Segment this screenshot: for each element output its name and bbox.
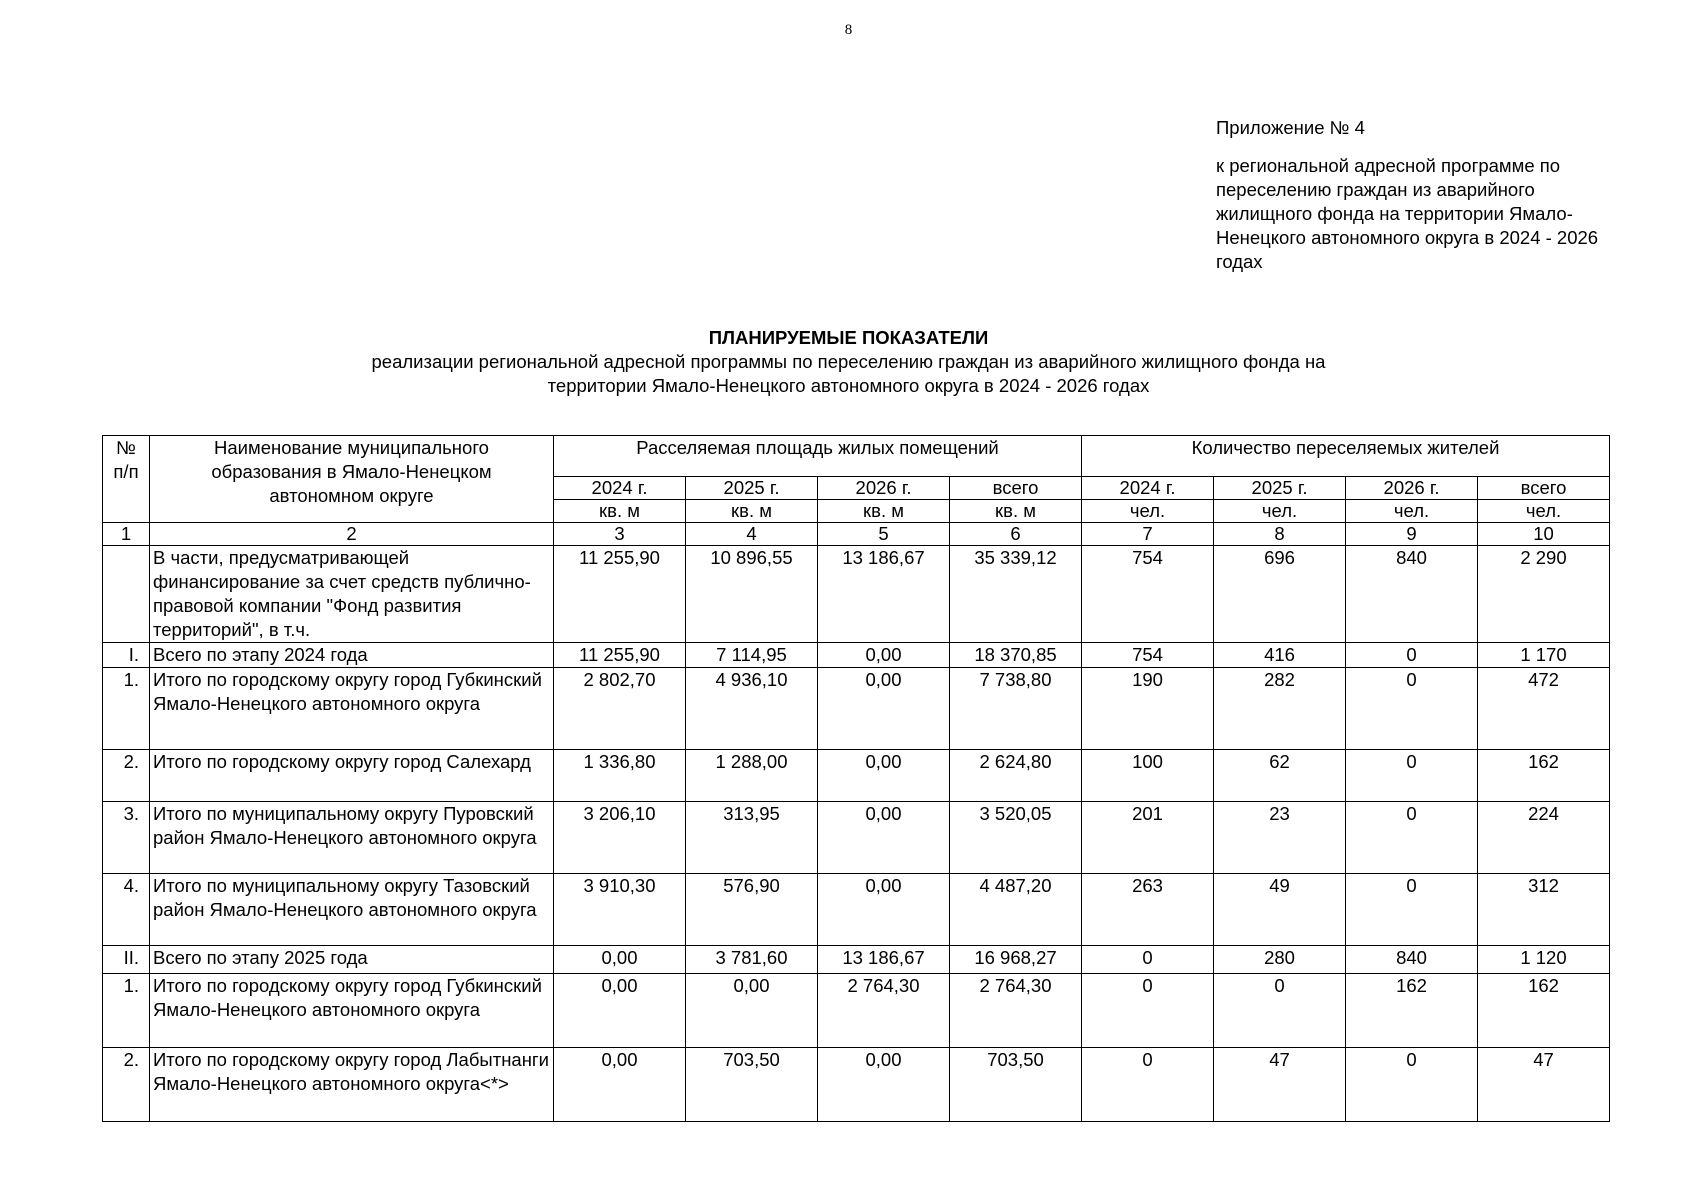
row-number: 4.	[103, 874, 150, 946]
table-row	[103, 874, 1610, 946]
row-number: II.	[103, 946, 150, 974]
row-value: 840	[1346, 546, 1478, 643]
row-value: 190	[1082, 668, 1214, 750]
table-row	[103, 802, 1610, 874]
column-index: 4	[686, 523, 818, 546]
row-value: 1 336,80	[554, 750, 686, 802]
row-value: 263	[1082, 874, 1214, 946]
row-value: 0	[1346, 1048, 1478, 1122]
row-value: 696	[1214, 546, 1346, 643]
column-index: 9	[1346, 523, 1478, 546]
column-index: 8	[1214, 523, 1346, 546]
row-value: 0,00	[818, 668, 950, 750]
row-value: 472	[1478, 668, 1610, 750]
appendix-text: к региональной адресной программе по переселению граждан из аварийного жилищного фонда на территории Ямало-Ненецкого автономного округа в 2024 - 2026 годах	[1216, 155, 1599, 272]
year-header: 2026 г.	[1346, 477, 1478, 500]
unit-header: кв. м	[686, 500, 818, 523]
page-number: 8	[844, 22, 853, 38]
row-value: 23	[1214, 802, 1346, 874]
year-header: 2025 г.	[1214, 477, 1346, 500]
row-municipality-name: Итого по муниципальному округу Тазовский район Ямало-Ненецкого автономного округа	[150, 874, 554, 946]
row-value: 11 255,90	[554, 546, 686, 643]
row-number: 2.	[103, 1048, 150, 1122]
year-header: 2025 г.	[686, 477, 818, 500]
column-index: 6	[950, 523, 1082, 546]
row-number: 3.	[103, 802, 150, 874]
row-value: 0,00	[818, 802, 950, 874]
row-value: 754	[1082, 643, 1214, 668]
row-value: 754	[1082, 546, 1214, 643]
row-value: 162	[1478, 974, 1610, 1048]
table-row	[103, 643, 1610, 668]
unit-header: чел.	[1082, 500, 1214, 523]
column-index: 1	[103, 523, 150, 546]
table-row	[103, 546, 1610, 643]
row-number: 1.	[103, 668, 150, 750]
row-value: 3 206,10	[554, 802, 686, 874]
row-municipality-name: Всего по этапу 2024 года	[150, 643, 554, 668]
header-index-row	[103, 523, 1610, 546]
appendix-number: Приложение № 4	[1216, 117, 1365, 138]
row-value: 703,50	[686, 1048, 818, 1122]
table-row	[103, 946, 1610, 974]
row-value: 0,00	[818, 750, 950, 802]
row-value: 18 370,85	[950, 643, 1082, 668]
document-subtitle-line-1: реализации региональной адресной программы по переселению граждан из аварийного жилищного фонда на	[371, 351, 1326, 372]
row-value: 840	[1346, 946, 1478, 974]
row-value: 0,00	[818, 643, 950, 668]
row-value: 49	[1214, 874, 1346, 946]
row-value: 13 186,67	[818, 946, 950, 974]
row-value: 1 170	[1478, 643, 1610, 668]
row-value: 2 764,30	[818, 974, 950, 1048]
table-row	[103, 974, 1610, 1048]
row-number: 1.	[103, 974, 150, 1048]
row-municipality-name: В части, предусматривающей финансирование за счет средств публично-правовой компании "Фонд развития территорий", в т.ч.	[150, 546, 554, 643]
year-header: всего	[950, 477, 1082, 500]
row-value: 7 738,80	[950, 668, 1082, 750]
row-value: 1 120	[1478, 946, 1610, 974]
header-municipality: Наименование муниципального образования в Ямало-Ненецком автономном округе	[150, 436, 554, 523]
row-value: 224	[1478, 802, 1610, 874]
unit-header: чел.	[1214, 500, 1346, 523]
row-value: 0,00	[554, 974, 686, 1048]
row-value: 4 487,20	[950, 874, 1082, 946]
row-value: 0	[1346, 668, 1478, 750]
unit-header: кв. м	[950, 500, 1082, 523]
appendix-block	[1216, 116, 1616, 274]
row-value: 703,50	[950, 1048, 1082, 1122]
row-value: 0	[1214, 974, 1346, 1048]
unit-header: кв. м	[554, 500, 686, 523]
header-people-group: Количество переселяемых жителей	[1082, 436, 1610, 477]
row-number	[103, 546, 150, 643]
column-index: 10	[1478, 523, 1610, 546]
row-value: 3 910,30	[554, 874, 686, 946]
table-row	[103, 668, 1610, 750]
row-value: 282	[1214, 668, 1346, 750]
row-value: 7 114,95	[686, 643, 818, 668]
header-num: № п/п	[103, 436, 150, 523]
row-value: 35 339,12	[950, 546, 1082, 643]
year-header: 2024 г.	[554, 477, 686, 500]
year-header: всего	[1478, 477, 1610, 500]
table-row	[103, 750, 1610, 802]
row-value: 100	[1082, 750, 1214, 802]
row-value: 2 624,80	[950, 750, 1082, 802]
row-number: 2.	[103, 750, 150, 802]
row-number: I.	[103, 643, 150, 668]
unit-header: кв. м	[818, 500, 950, 523]
row-value: 201	[1082, 802, 1214, 874]
column-index: 5	[818, 523, 950, 546]
row-value: 162	[1346, 974, 1478, 1048]
row-value: 4 936,10	[686, 668, 818, 750]
row-value: 0	[1082, 1048, 1214, 1122]
document-title: ПЛАНИРУЕМЫЕ ПОКАЗАТЕЛИ	[708, 327, 989, 348]
table-row	[103, 1048, 1610, 1122]
row-value: 13 186,67	[818, 546, 950, 643]
header-area-group: Расселяемая площадь жилых помещений	[554, 436, 1082, 477]
row-value: 0,00	[818, 1048, 950, 1122]
row-value: 0,00	[818, 874, 950, 946]
row-value: 0,00	[686, 974, 818, 1048]
row-value: 0,00	[554, 946, 686, 974]
unit-header: чел.	[1478, 500, 1610, 523]
row-value: 3 520,05	[950, 802, 1082, 874]
row-municipality-name: Итого по городскому округу город Салехард	[150, 750, 554, 802]
row-value: 0	[1082, 946, 1214, 974]
row-value: 312	[1478, 874, 1610, 946]
row-value: 3 781,60	[686, 946, 818, 974]
row-value: 47	[1214, 1048, 1346, 1122]
row-value: 313,95	[686, 802, 818, 874]
row-value: 47	[1478, 1048, 1610, 1122]
row-municipality-name: Итого по городскому округу город Губкинский Ямало-Ненецкого автономного округа	[150, 974, 554, 1048]
row-value: 0	[1346, 750, 1478, 802]
row-value: 11 255,90	[554, 643, 686, 668]
unit-header: чел.	[1346, 500, 1478, 523]
row-value: 576,90	[686, 874, 818, 946]
row-value: 16 968,27	[950, 946, 1082, 974]
column-index: 3	[554, 523, 686, 546]
row-value: 280	[1214, 946, 1346, 974]
year-header: 2024 г.	[1082, 477, 1214, 500]
row-value: 416	[1214, 643, 1346, 668]
row-value: 62	[1214, 750, 1346, 802]
row-value: 2 290	[1478, 546, 1610, 643]
indicators-table	[102, 435, 1610, 1122]
row-value: 2 764,30	[950, 974, 1082, 1048]
row-value: 162	[1478, 750, 1610, 802]
row-value: 0	[1346, 874, 1478, 946]
row-value: 0,00	[554, 1048, 686, 1122]
column-index: 2	[150, 523, 554, 546]
year-header: 2026 г.	[818, 477, 950, 500]
row-value: 0	[1082, 974, 1214, 1048]
column-index: 7	[1082, 523, 1214, 546]
row-municipality-name: Итого по городскому округу город Губкинский Ямало-Ненецкого автономного округа	[150, 668, 554, 750]
row-municipality-name: Итого по городскому округу город Лабытнанги Ямало-Ненецкого автономного округа<*>	[150, 1048, 554, 1122]
row-value: 0	[1346, 802, 1478, 874]
row-value: 2 802,70	[554, 668, 686, 750]
row-value: 10 896,55	[686, 546, 818, 643]
document-heading	[0, 326, 1697, 398]
document-subtitle-line-2: территории Ямало-Ненецкого автономного округа в 2024 - 2026 годах	[547, 375, 1150, 396]
row-municipality-name: Итого по муниципальному округу Пуровский район Ямало-Ненецкого автономного округа	[150, 802, 554, 874]
row-value: 1 288,00	[686, 750, 818, 802]
row-value: 0	[1346, 643, 1478, 668]
row-municipality-name: Всего по этапу 2025 года	[150, 946, 554, 974]
